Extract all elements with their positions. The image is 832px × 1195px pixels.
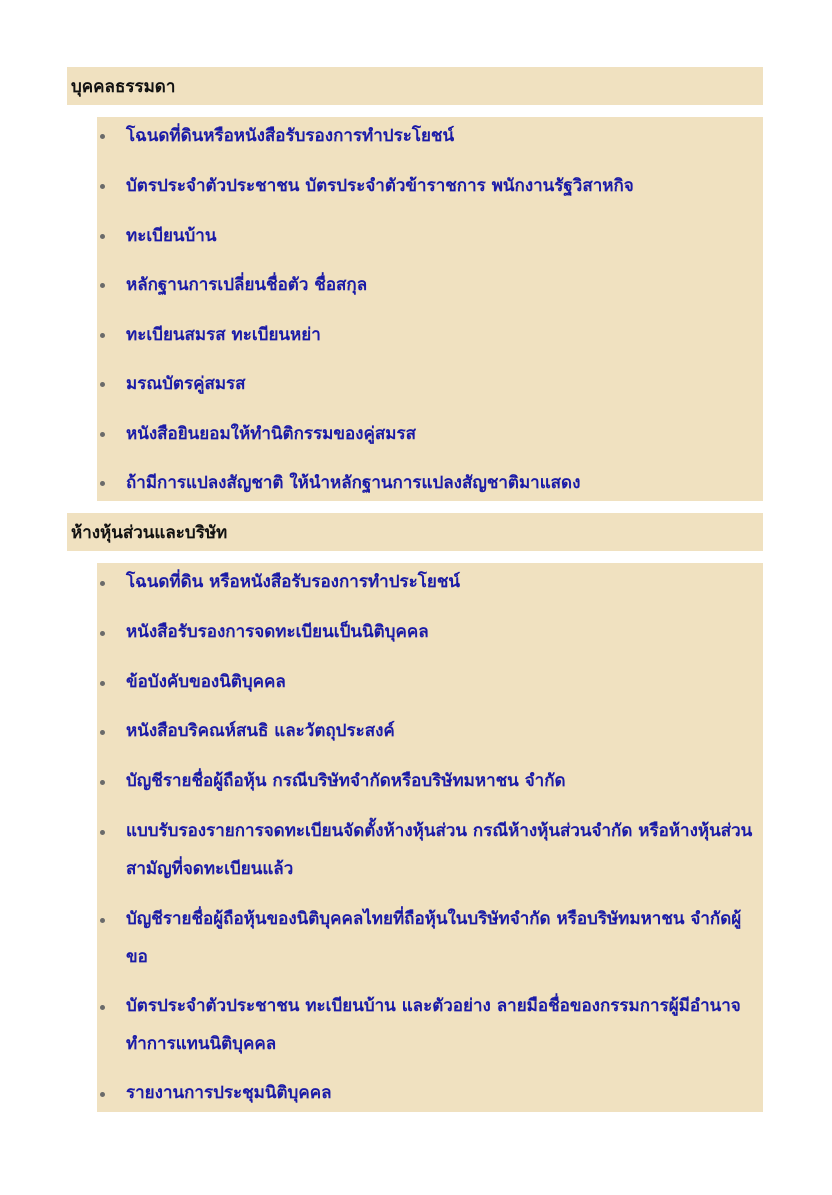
list-item-text: หลักฐานการเปลี่ยนชื่อตัว ชื่อสกุล: [126, 275, 368, 295]
list-item-text: หนังสือรับรองการจดทะเบียนเป็นนิติบุคคล: [126, 622, 429, 642]
list-item: [97, 167, 763, 205]
list-item: [97, 663, 763, 701]
list-item: [97, 712, 763, 750]
list-item: [97, 415, 763, 453]
list-item-text: โฉนดที่ดินหรือหนังสือรับรองการทำประโยชน์: [126, 126, 455, 146]
list-item-text: มรณบัตรคู่สมรส: [126, 374, 246, 394]
bullet-icon: [100, 283, 105, 288]
document-list-partnership-company: [97, 563, 763, 1112]
section-header-individual: [67, 67, 763, 105]
bullet-icon: [100, 581, 105, 586]
bullet-icon: [100, 481, 105, 486]
list-item-text: หนังสือยินยอมให้ทำนิติกรรมของคู่สมรส: [126, 424, 416, 444]
list-item: [97, 812, 763, 888]
list-item: [97, 613, 763, 651]
list-item: [97, 217, 763, 255]
list-item: [97, 316, 763, 354]
bullet-icon: [100, 234, 105, 239]
list-item-text: ทะเบียนบ้าน: [126, 226, 217, 246]
bullet-icon: [100, 1005, 105, 1010]
list-item: [97, 987, 763, 1063]
bullet-icon: [100, 780, 105, 785]
list-item: [97, 266, 763, 304]
list-item-text: ถ้ามีการแปลงสัญชาติ ให้นำหลักฐานการแปลงสัญชาติมาแสดง: [126, 473, 581, 493]
bullet-icon: [100, 730, 105, 735]
list-item-text: บัญชีรายชื่อผู้ถือหุ้น กรณีบริษัทจำกัดหรือบริษัทมหาชน จำกัด: [126, 771, 566, 791]
list-item-text: บัตรประจำตัวประชาชน บัตรประจำตัวข้าราชการ พนักงานรัฐวิสาหกิจ: [126, 176, 634, 196]
section-header-partnership-company: [67, 513, 763, 551]
section-title: ห้างหุ้นส่วนและบริษัท: [71, 522, 228, 543]
list-item: [97, 762, 763, 800]
list-item: [97, 900, 763, 976]
document-list-individual: [97, 117, 763, 501]
bullet-icon: [100, 918, 105, 923]
list-item: [97, 563, 763, 601]
list-item-text: ข้อบังคับของนิติบุคคล: [126, 672, 286, 692]
list-item-text: ทะเบียนสมรส ทะเบียนหย่า: [126, 325, 321, 345]
list-item-text: หนังสือบริคณห์สนธิ และวัตถุประสงค์: [126, 721, 395, 741]
bullet-icon: [100, 184, 105, 189]
list-item-text: โฉนดที่ดิน หรือหนังสือรับรองการทำประโยชน์: [126, 572, 461, 592]
list-item-text: แบบรับรองรายการจดทะเบียนจัดตั้งห้างหุ้นส่วน กรณีห้างหุ้นส่วนจำกัด หรือห้างหุ้นส่วนสามัญที่จดทะเบียนแล้ว: [126, 821, 753, 879]
list-item-text: บัญชีรายชื่อผู้ถือหุ้นของนิติบุคคลไทยที่ถือหุ้นในบริษัทจำกัด หรือบริษัทมหาชน จำกัดผู้ขอ: [126, 909, 742, 967]
list-item-text: บัตรประจำตัวประชาชน ทะเบียนบ้าน และตัวอย่าง ลายมือชื่อของกรรมการผู้มีอำนาจทำการแทนนิติบุคคล: [126, 996, 741, 1054]
bullet-icon: [100, 681, 105, 686]
bullet-icon: [100, 432, 105, 437]
list-item: [97, 464, 763, 502]
list-item: [97, 117, 763, 155]
bullet-icon: [100, 382, 105, 387]
list-item-text: รายงานการประชุมนิติบุคคล: [126, 1083, 332, 1103]
bullet-icon: [100, 830, 105, 835]
list-item: [97, 365, 763, 403]
list-item: [97, 1074, 763, 1112]
bullet-icon: [100, 631, 105, 636]
bullet-icon: [100, 134, 105, 139]
bullet-icon: [100, 1092, 105, 1097]
section-title: บุคคลธรรมดา: [71, 76, 176, 97]
bullet-icon: [100, 333, 105, 338]
